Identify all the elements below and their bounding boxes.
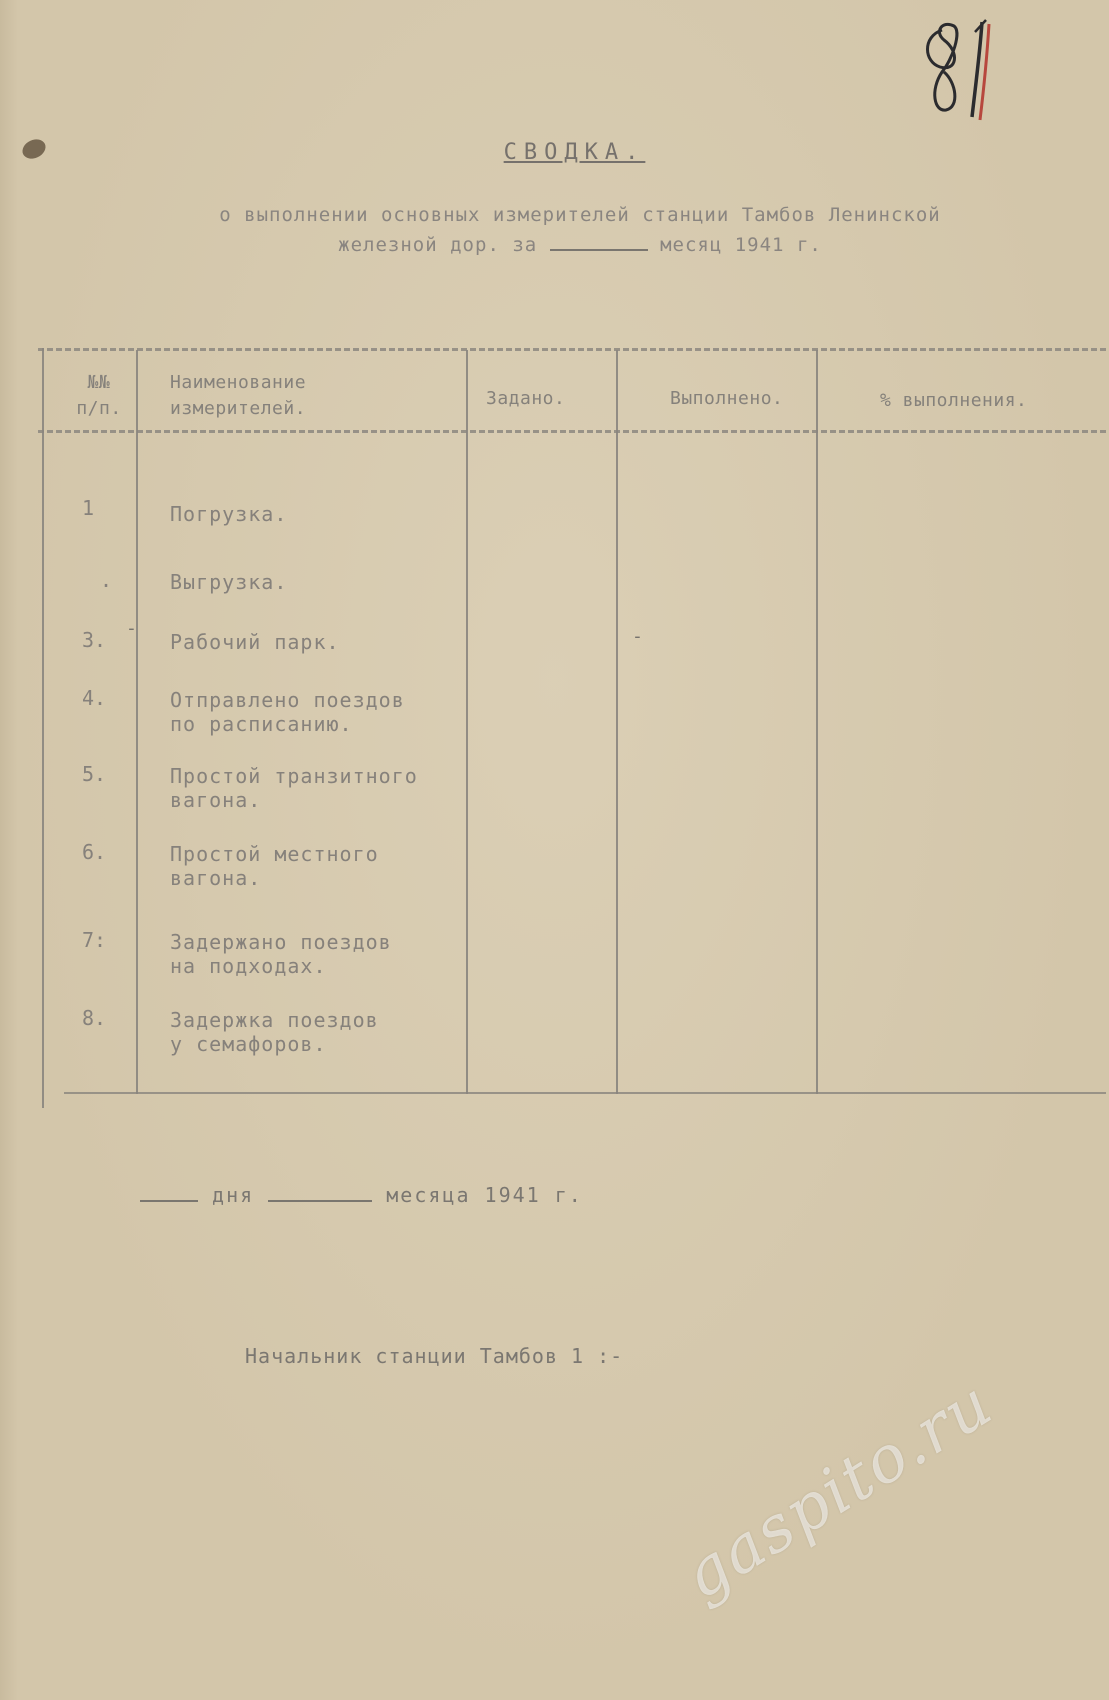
row-5-name-line-1: Простой транзитного xyxy=(170,764,418,788)
row-3-tick-mark: - xyxy=(126,618,137,639)
col-border-3 xyxy=(616,350,618,1094)
row-2-name: Выгрузка. xyxy=(170,570,288,594)
footer-month-blank xyxy=(268,1182,372,1202)
row-4-name xyxy=(170,688,405,736)
row-4-num: 4. xyxy=(82,686,107,710)
document-title: СВОДКА. xyxy=(503,140,646,165)
header-num xyxy=(64,370,134,422)
row-2-num: . xyxy=(100,568,113,592)
indicators-table xyxy=(38,348,1106,1108)
footer-date-month-label: месяца 1941 г. xyxy=(386,1183,583,1207)
subtitle-line-1: о выполнении основных измерителей станции Тамбов Ленинской xyxy=(219,204,941,226)
header-num-line-1: №№ xyxy=(87,372,111,393)
row-3-num: 3. xyxy=(82,628,107,652)
row-7-name-line-2: на подходах. xyxy=(170,954,327,978)
row-8-name-line-2: у семафоров. xyxy=(170,1032,327,1056)
month-blank xyxy=(550,231,648,251)
watermark: gaspito.ru xyxy=(670,1366,1006,1614)
header-bottom-border xyxy=(38,430,1106,433)
row-7-num: 7: xyxy=(82,928,107,952)
row-7-name xyxy=(170,930,392,978)
footer-date-line xyxy=(140,1182,583,1207)
footer-date-day-label: дня xyxy=(212,1183,255,1207)
subtitle-line-2-end: месяц 1941 г. xyxy=(660,234,822,256)
table-top-border xyxy=(38,348,1106,351)
row-4-name-line-2: по расписанию. xyxy=(170,712,353,736)
row-6-num: 6. xyxy=(82,840,107,864)
col-border-2 xyxy=(466,350,468,1094)
row-1-name: Погрузка. xyxy=(170,502,288,526)
row-6-name xyxy=(170,842,379,890)
signature-line: Начальник станции Тамбов 1 :- xyxy=(245,1344,624,1368)
header-num-line-2: п/п. xyxy=(76,398,122,419)
row-6-name-line-1: Простой местного xyxy=(170,842,379,866)
row-1-num: 1 xyxy=(82,496,95,520)
header-name-line-1: Наименование xyxy=(170,372,307,393)
folio-number xyxy=(912,12,1012,122)
col-border-4 xyxy=(816,350,818,1094)
row-5-num: 5. xyxy=(82,762,107,786)
row-7-name-line-1: Задержано поездов xyxy=(170,930,392,954)
header-completed: Выполнено. xyxy=(670,388,784,409)
row-6-name-line-2: вагона. xyxy=(170,866,262,890)
subtitle-line-2-start: железной дор. за xyxy=(338,234,538,256)
row-3-name: Рабочий парк. xyxy=(170,630,340,654)
subtitle-line-2 xyxy=(130,230,1030,260)
table-bottom-border xyxy=(64,1092,1106,1094)
row-5-name-line-2: вагона. xyxy=(170,788,262,812)
document-subtitle xyxy=(130,200,1030,260)
col-border-left xyxy=(42,348,44,1108)
row-8-name-line-1: Задержка поездов xyxy=(170,1008,379,1032)
header-name xyxy=(170,370,306,422)
row-8-num: 8. xyxy=(82,1006,107,1030)
day-blank xyxy=(140,1182,198,1202)
row-3-completed-dash: - xyxy=(632,626,643,647)
row-8-name xyxy=(170,1008,379,1056)
row-5-name xyxy=(170,764,418,812)
header-assigned: Задано. xyxy=(486,388,566,409)
row-4-name-line-1: Отправлено поездов xyxy=(170,688,405,712)
col-border-1 xyxy=(136,350,138,1094)
header-name-line-2: измерителей. xyxy=(170,398,307,419)
header-percent: % выполнения. xyxy=(880,390,1028,411)
